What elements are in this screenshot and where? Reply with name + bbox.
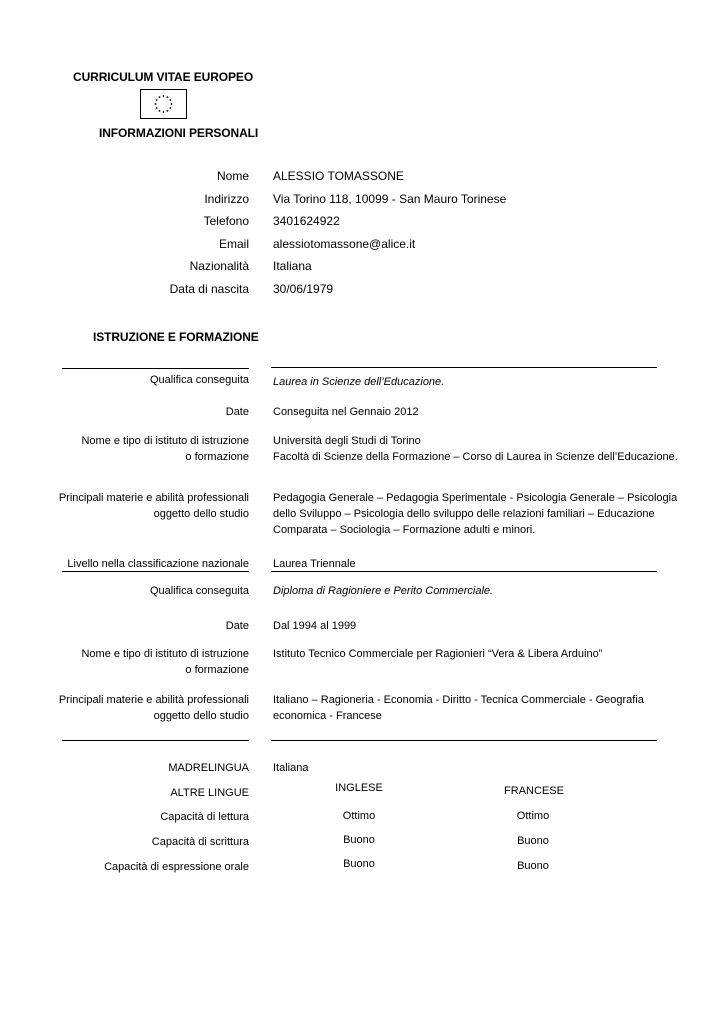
- divider: [62, 740, 249, 741]
- writing-english: Buono: [343, 834, 375, 846]
- eu-flag-icon: [140, 89, 187, 119]
- divider: [62, 571, 249, 572]
- writing-french: Buono: [517, 835, 549, 847]
- reading-french: Ottimo: [516, 810, 550, 822]
- qualifica-value: Diploma di Ragioniere e Perito Commerciale.: [273, 585, 494, 597]
- address-value: Via Torino 118, 10099 - San Mauro Torinese: [273, 192, 507, 206]
- reading-label: Capacità di lettura: [160, 811, 249, 823]
- istituto-value: Università degli Studi di Torino: [273, 435, 421, 447]
- writing-label: Capacità di scrittura: [151, 836, 249, 848]
- divider: [62, 368, 249, 369]
- email-value: alessiotomassone@alice.it: [273, 237, 416, 251]
- cv-title: CURRICULUM VITAE EUROPEO: [73, 70, 254, 84]
- materie-label: oggetto dello studio: [153, 710, 249, 722]
- phone-label: Telefono: [203, 214, 249, 228]
- birthdate-label: Data di nascita: [169, 282, 249, 296]
- istituto-label: o formazione: [185, 451, 249, 463]
- date-label: Date: [225, 406, 249, 418]
- reading-english: Ottimo: [342, 810, 376, 822]
- address-label: Indirizzo: [204, 192, 249, 206]
- materie-value: Italiano – Ragioneria - Economia - Diritto - Tecnica Commerciale - Geografia: [273, 694, 644, 706]
- section-personal-heading: INFORMAZIONI PERSONALI: [99, 126, 259, 140]
- materie-label: oggetto dello studio: [153, 508, 249, 520]
- madrelingua-label: MADRELINGUA: [168, 762, 249, 774]
- language-english-header: INGLESE: [335, 782, 383, 794]
- nationality-label: Nazionalità: [189, 259, 249, 273]
- speaking-label: Capacità di espressione orale: [104, 861, 249, 873]
- divider: [271, 367, 657, 368]
- name-label: Nome: [216, 169, 249, 183]
- qualifica-label: Qualifica conseguita: [149, 374, 249, 386]
- istituto-label: Nome e tipo di istituto di istruzione: [81, 648, 249, 660]
- name-value: ALESSIO TOMASSONE: [273, 169, 404, 183]
- istituto-value: Istituto Tecnico Commerciale per Ragionieri “Vera & Libera Arduino”: [273, 648, 603, 660]
- divider: [271, 740, 657, 741]
- email-label: Email: [218, 237, 249, 251]
- date-value: Dal 1994 al 1999: [273, 620, 357, 632]
- date-value: Conseguita nel Gennaio 2012: [273, 406, 419, 418]
- section-education-heading: ISTRUZIONE E FORMAZIONE: [93, 330, 259, 344]
- materie-value: Pedagogia Generale – Pedagogia Sperimentale - Psicologia Generale – Psicologia: [273, 492, 678, 504]
- madrelingua-value: Italiana: [273, 762, 309, 774]
- materie-value: Comparata – Sociologia – Formazione adulti e minori.: [273, 524, 536, 536]
- phone-value: 3401624922: [273, 214, 340, 228]
- istituto-label: o formazione: [185, 664, 249, 676]
- birthdate-value: 30/06/1979: [273, 282, 334, 296]
- language-french-header: FRANCESE: [504, 785, 564, 797]
- materie-label: Principali materie e abilità professionali: [58, 492, 249, 504]
- livello-value: Laurea Triennale: [273, 558, 356, 570]
- nationality-value: Italiana: [273, 259, 312, 273]
- materie-label: Principali materie e abilità professionali: [58, 694, 249, 706]
- livello-label: Livello nella classificazione nazionale: [67, 558, 249, 570]
- qualifica-value: Laurea in Scienze dell’Educazione.: [273, 376, 445, 388]
- materie-value: dello Sviluppo – Psicologia dello sviluppo delle relazioni familiari – Educazione: [273, 508, 655, 520]
- istituto-label: Nome e tipo di istituto di istruzione: [81, 435, 249, 447]
- date-label: Date: [225, 620, 249, 632]
- istituto-value: Facoltà di Scienze della Formazione – Corso di Laurea in Scienze dell’Educazione.: [273, 451, 678, 463]
- speaking-english: Buono: [343, 858, 375, 870]
- speaking-french: Buono: [517, 860, 549, 872]
- altre-lingue-label: ALTRE LINGUE: [170, 787, 249, 799]
- materie-value: economica - Francese: [273, 710, 382, 722]
- qualifica-label: Qualifica conseguita: [149, 585, 249, 597]
- divider: [271, 571, 657, 572]
